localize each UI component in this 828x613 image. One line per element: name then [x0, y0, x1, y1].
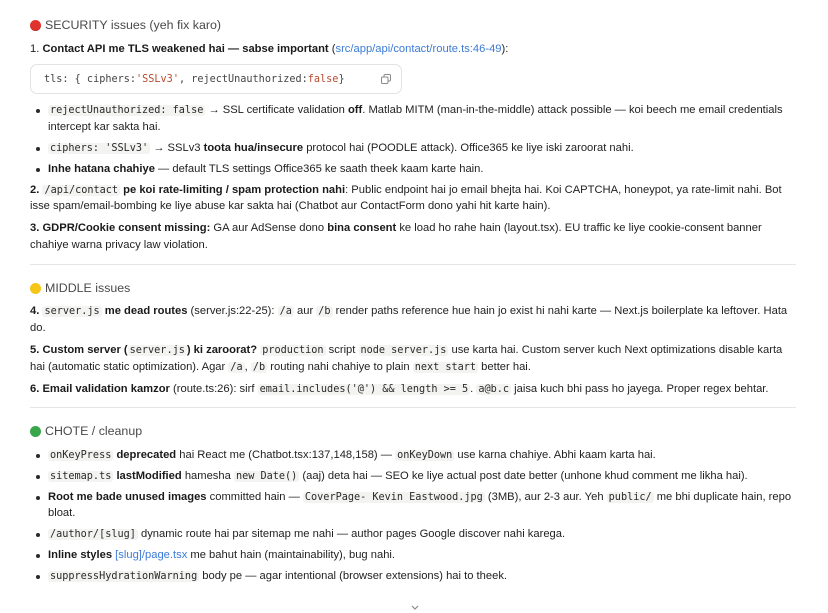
- inline-code: /b: [252, 361, 266, 373]
- item-text: protocol hai (POODLE attack). Office365 ke liye iski zaroorat nahi.: [303, 142, 634, 154]
- item-bold: bina consent: [327, 222, 397, 235]
- list-item: [30, 568, 796, 585]
- item-text: → SSLv3: [150, 142, 204, 154]
- item-text: — default TLS settings Office365 ke saath theek kaam karte hain.: [154, 162, 484, 175]
- item-text: jaisa kuch bhi pass ho jayega. Proper regex behtar.: [511, 382, 769, 395]
- code-block: [30, 64, 402, 94]
- inline-code: /author/[slug]: [50, 529, 136, 541]
- item-text: hai React me (Chatbot.tsx:137,148,158) —: [176, 448, 396, 461]
- item-text: script: [325, 343, 359, 356]
- item-text: render paths reference hue hain jo exist hi nahi karte — Next.js boilerplate ka leftover. Hata do.: [30, 305, 788, 335]
- item-bold: pe koi rate-limiting / spam protection nahi: [120, 183, 346, 196]
- item-bold: me dead routes: [101, 305, 188, 318]
- item-number: 4.: [30, 305, 40, 318]
- item-text: GA aur AdSense dono: [210, 222, 328, 235]
- list-item: [30, 140, 796, 157]
- item-text: : Public endpoint hai jo email bhejta hai. Koi CAPTCHA, honeypot, ya rate-limit nahi. Bot isse spam/email-bombing ke liye abuse kar sakta hai (Chatbot aur ContactForm dono yahi hit karte hain).: [30, 183, 782, 213]
- list-item: [30, 468, 796, 485]
- item-bold: Custom server (: [42, 343, 128, 356]
- list-item: [30, 102, 796, 136]
- item-text: ):: [501, 42, 509, 55]
- code-text: , rejectUnauthorized:: [178, 73, 308, 85]
- list-item: [30, 526, 796, 543]
- file-link[interactable]: [slug]/page.tsx: [115, 548, 188, 561]
- chote-heading: [30, 422, 796, 441]
- list-item: [30, 489, 796, 523]
- item-text: ke load ho rahe hain (layout.tsx). EU traffic ke liye cookie-consent banner chahiye warna privacy law violation.: [30, 222, 762, 251]
- item-bold: Inhe hatana chahiye: [48, 162, 155, 175]
- inline-code: production: [262, 344, 324, 356]
- inline-code: server.js: [129, 344, 185, 356]
- item-text: routing nahi chahiye to plain: [267, 360, 413, 373]
- middle-item-5: [30, 342, 796, 376]
- item-text: . Matlab MITM (man-in-the-middle) attack possible — koi beech me email credentials intercept kar sakta hai.: [48, 104, 783, 134]
- inline-code: server.js: [44, 306, 100, 318]
- item-text: .: [470, 382, 477, 395]
- list-item: [30, 161, 796, 178]
- inline-code: email.includes('@') && length >= 5: [259, 383, 469, 395]
- file-link[interactable]: src/app/api/contact/route.ts:46-49: [335, 42, 502, 55]
- inline-code: onKeyDown: [397, 449, 453, 461]
- inline-code: next start: [414, 361, 477, 373]
- item-text: (: [328, 42, 336, 55]
- item-text: body pe — agar intentional (browser extensions) hai to theek.: [199, 569, 508, 582]
- inline-code: /b: [318, 306, 331, 318]
- item-number: 2.: [30, 183, 40, 196]
- copy-icon[interactable]: [381, 74, 391, 84]
- item-bold: off: [347, 104, 363, 117]
- inline-code: CoverPage- Kevin Eastwood.jpg: [304, 491, 483, 503]
- item-text: hamesha: [181, 469, 234, 482]
- code-text: }: [338, 73, 345, 85]
- item-bold: Email validation kamzor: [42, 382, 170, 395]
- middle-heading: [30, 279, 796, 298]
- divider: [30, 407, 796, 408]
- item-text: committed hain —: [206, 490, 303, 503]
- item-bold: deprecated: [113, 448, 177, 461]
- inline-code: node server.js: [360, 344, 447, 356]
- yellow-circle-icon: [30, 283, 41, 294]
- inline-code: /a: [279, 306, 292, 318]
- item-bold: ) ki zaroorat?: [186, 343, 258, 356]
- security-item-2: [30, 182, 796, 216]
- chote-bullets: [30, 447, 796, 585]
- inline-code: suppressHydrationWarning: [50, 570, 198, 582]
- chote-title: CHOTE / cleanup: [45, 424, 143, 439]
- item-text: (route.ts:26): sirf: [169, 382, 258, 395]
- middle-title: MIDDLE issues: [45, 280, 131, 295]
- inline-code: sitemap.ts: [50, 470, 112, 482]
- item-number: 6.: [30, 382, 40, 395]
- item-text: (aaj) deta hai — SEO ke liye actual post date better (unhone khud comment me likha hai).: [299, 469, 748, 482]
- item-text: use karta hai. Custom server kuch Next optimizations disable karta hai (automatic static optimization). Agar: [30, 343, 783, 373]
- security-heading: [30, 16, 796, 35]
- item-bold: Contact API me TLS weakened hai — sabse important: [42, 42, 329, 55]
- green-circle-icon: [30, 426, 41, 437]
- inline-code: a@b.c: [478, 383, 510, 395]
- middle-item-6: [30, 381, 796, 398]
- chevron-down-icon[interactable]: [409, 603, 421, 613]
- security-title: SECURITY issues (yeh fix karo): [45, 18, 222, 32]
- item-bold: Root me bade unused images: [48, 490, 207, 503]
- item-text: me bhi duplicate hain, repo bloat.: [48, 490, 792, 520]
- item-number: 1.: [30, 42, 40, 55]
- item-text: dynamic route hai par sitemap me nahi — author pages Google discover nahi karega.: [137, 528, 566, 541]
- item-text: → SSL certificate validation: [205, 104, 348, 117]
- security-item-1: [30, 41, 796, 58]
- code-text: tls: { ciphers:: [44, 73, 137, 85]
- item-text: better hai.: [478, 360, 531, 373]
- item-bold: toota hua/insecure: [203, 142, 304, 154]
- security-bullets: [30, 102, 796, 177]
- list-item: [30, 447, 796, 464]
- inline-code: rejectUnauthorized: false: [50, 105, 204, 117]
- inline-code: public/: [608, 491, 652, 503]
- item-text: (3MB), aur 2-3 aur. Yeh: [484, 490, 607, 503]
- item-bold: Inline styles: [48, 548, 113, 561]
- inline-code: new Date(): [235, 470, 298, 482]
- item-text: ,: [244, 360, 251, 373]
- item-text: aur: [293, 305, 317, 318]
- security-item-3: [30, 220, 796, 254]
- item-number: 3.: [30, 222, 40, 235]
- red-circle-icon: [30, 20, 41, 31]
- inline-code: onKeyPress: [50, 449, 112, 461]
- inline-code: /a: [230, 361, 243, 373]
- list-item: [30, 547, 796, 564]
- item-bold: lastModified: [113, 469, 182, 482]
- code-string: 'SSLv3': [136, 73, 179, 85]
- item-number: 5.: [30, 343, 40, 356]
- middle-item-4: [30, 303, 796, 337]
- item-bold: GDPR/Cookie consent missing:: [42, 222, 211, 235]
- code-keyword: false: [307, 73, 339, 85]
- item-text: (server.js:22-25):: [187, 305, 278, 318]
- item-text: use karna chahiye. Abhi kaam karta hai.: [454, 448, 656, 461]
- divider: [30, 264, 796, 265]
- inline-code: ciphers: 'SSLv3': [50, 143, 149, 154]
- item-text: me bahut hain (maintainability), bug nahi.: [187, 548, 396, 561]
- inline-code: /api/contact: [44, 184, 119, 196]
